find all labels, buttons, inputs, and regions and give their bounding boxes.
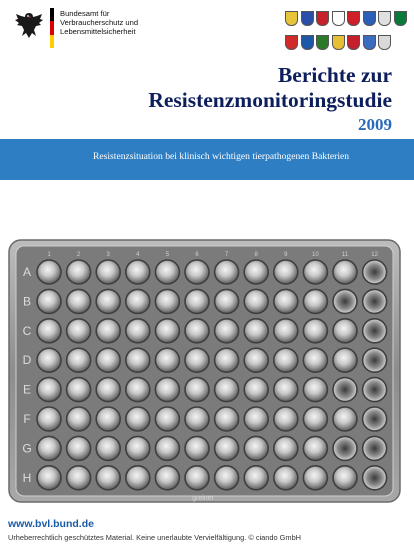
plate-well (126, 260, 150, 284)
plate-well (185, 260, 209, 284)
plate-well (96, 436, 120, 460)
plate-well (185, 436, 209, 460)
plate-row-label: B (22, 294, 32, 309)
plate-well (215, 319, 239, 343)
plate-well (333, 260, 357, 284)
state-crest-icon (301, 35, 314, 50)
plate-well (67, 407, 91, 431)
microtiter-plate-image (7, 237, 403, 505)
plate-well (274, 260, 298, 284)
plate-well (363, 348, 387, 372)
plate-well (67, 319, 91, 343)
plate-well (37, 260, 61, 284)
plate-well (274, 407, 298, 431)
plate-well (303, 319, 327, 343)
plate-well (155, 260, 179, 284)
plate-well (333, 378, 357, 402)
plate-well (155, 348, 179, 372)
authority-line: Bundesamt für (60, 9, 110, 18)
plate-row-label: H (22, 470, 32, 485)
plate-well (67, 378, 91, 402)
state-crest-icon (363, 35, 376, 50)
plate-well (274, 348, 298, 372)
state-crests (285, 7, 407, 53)
plate-row-label: C (22, 323, 32, 338)
plate-well (126, 407, 150, 431)
plate-well (37, 436, 61, 460)
plate-well (303, 436, 327, 460)
plate-column-label: 11 (341, 252, 349, 258)
plate-brand-text: greiner (192, 495, 214, 502)
plate-well (215, 407, 239, 431)
plate-well (155, 407, 179, 431)
plate-well (244, 436, 268, 460)
plate-well (215, 436, 239, 460)
plate-well (333, 319, 357, 343)
state-crest-icon (378, 11, 391, 26)
report-subtitle: Resistenzsituation bei klinisch wichtigen tierpathogenen Bakterien (93, 151, 350, 162)
state-crest-icon (316, 11, 329, 26)
federal-eagle-icon (12, 10, 46, 40)
plate-well (363, 289, 387, 313)
plate-well (274, 436, 298, 460)
plate-well (215, 466, 239, 490)
flag-stripe-black (50, 8, 54, 21)
plate-well (155, 319, 179, 343)
plate-column-label: 10 (312, 252, 319, 258)
plate-well (126, 466, 150, 490)
plate-well (333, 348, 357, 372)
plate-well (215, 289, 239, 313)
flag-stripe-gold (50, 35, 54, 48)
plate-well (155, 378, 179, 402)
plate-well (37, 466, 61, 490)
plate-well (67, 466, 91, 490)
plate-well (215, 378, 239, 402)
plate-well (67, 436, 91, 460)
plate-well (67, 348, 91, 372)
plate-well (333, 289, 357, 313)
plate-well (244, 407, 268, 431)
plate-column-label: 3 (106, 252, 110, 258)
plate-well (303, 407, 327, 431)
plate-well (363, 466, 387, 490)
report-title (148, 63, 392, 113)
plate-row-label: F (23, 412, 31, 426)
plate-well (37, 289, 61, 313)
plate-column-label: 5 (165, 252, 170, 258)
authority-line: Verbraucherschutz und (60, 18, 139, 27)
plate-well (185, 319, 209, 343)
flag-stripe-red (50, 21, 54, 34)
plate-well (37, 319, 61, 343)
plate-well (363, 407, 387, 431)
title-line-1: Berichte zur (277, 63, 392, 87)
plate-well (185, 348, 209, 372)
plate-well (67, 289, 91, 313)
state-crest-icon (332, 35, 345, 50)
plate-well (96, 348, 120, 372)
plate-well (303, 378, 327, 402)
plate-row-label: G (22, 441, 32, 456)
plate-well (96, 466, 120, 490)
report-year: 2009 (358, 115, 392, 134)
plate-well (96, 260, 120, 284)
plate-well (126, 436, 150, 460)
plate-well (333, 466, 357, 490)
plate-well (303, 348, 327, 372)
plate-well (274, 378, 298, 402)
state-crest-icon (347, 35, 360, 50)
plate-well (303, 289, 327, 313)
plate-well (303, 260, 327, 284)
plate-well (244, 378, 268, 402)
state-crest-icon (316, 35, 329, 50)
plate-well (185, 407, 209, 431)
plate-well (185, 378, 209, 402)
state-crest-icon (347, 11, 360, 26)
state-crest-icon (285, 35, 298, 50)
plate-column-label: 2 (76, 252, 81, 258)
state-crest-icon (332, 11, 345, 26)
plate-well (244, 289, 268, 313)
copyright-notice: Urheberrechtlich geschütztes Material. Keine unerlaubte Vervielfältigung. © ciando GmbH (8, 533, 302, 542)
plate-well (215, 260, 239, 284)
plate-well (155, 289, 179, 313)
plate-well (215, 348, 239, 372)
authority-name (60, 9, 230, 36)
website-link[interactable]: www.bvl.bund.de (8, 518, 94, 530)
state-crest-icon (363, 11, 376, 26)
plate-well (363, 319, 387, 343)
plate-row-label: E (22, 382, 32, 397)
plate-column-label: 6 (195, 252, 199, 258)
plate-well (96, 407, 120, 431)
plate-well (333, 407, 357, 431)
plate-well (155, 436, 179, 460)
german-flag-bar (50, 8, 54, 48)
plate-well (96, 289, 120, 313)
state-crest-icon (285, 11, 298, 26)
plate-well (67, 260, 91, 284)
plate-well (96, 319, 120, 343)
state-crest-icon (378, 35, 391, 50)
state-crest-icon (394, 11, 407, 26)
state-crest-icon (301, 11, 314, 26)
plate-well (126, 289, 150, 313)
plate-well (274, 319, 298, 343)
plate-well (244, 260, 268, 284)
title-line-2: Resistenzmonitoringstudie (148, 88, 392, 112)
plate-well (185, 289, 209, 313)
plate-well (126, 348, 150, 372)
plate-column-label: 7 (224, 252, 229, 258)
plate-well (244, 466, 268, 490)
plate-column-label: 12 (371, 252, 378, 258)
plate-column-label: 9 (284, 252, 288, 258)
plate-well (37, 378, 61, 402)
plate-well (244, 348, 268, 372)
authority-line: Lebensmittelsicherheit (60, 27, 136, 36)
plate-row-label: D (22, 353, 32, 368)
plate-well (155, 466, 179, 490)
plate-well (303, 466, 327, 490)
plate-well (363, 436, 387, 460)
plate-well (333, 436, 357, 460)
plate-well (274, 289, 298, 313)
plate-well (126, 319, 150, 343)
plate-well (37, 348, 61, 372)
plate-column-label: 1 (47, 252, 51, 258)
plate-well (126, 378, 150, 402)
plate-well (96, 378, 120, 402)
plate-well (185, 466, 209, 490)
plate-well (363, 378, 387, 402)
plate-well (37, 407, 61, 431)
plate-row-label: A (22, 265, 32, 279)
plate-well (363, 260, 387, 284)
plate-well (244, 319, 268, 343)
plate-well (274, 466, 298, 490)
plate-column-label: 4 (136, 252, 140, 258)
plate-column-label: 8 (254, 252, 258, 258)
